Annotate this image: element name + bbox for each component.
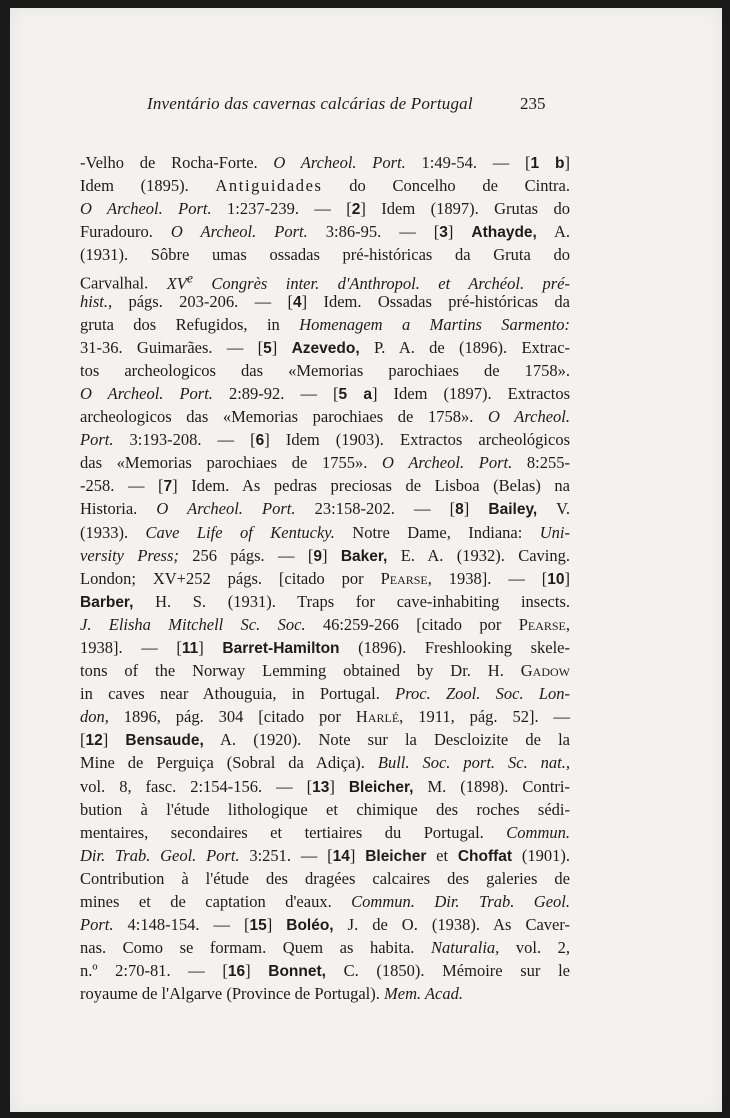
text-line: O Archeol. Port. 2:89-92. — [5 a] Idem (1897). Extractos [80,383,570,403]
text-line: archeologicos das «Memorias parochiaes de 1758». O Archeol. [80,407,570,427]
text-line: -258. — [7] Idem. As pedras preciosas de Lisboa (Belas) na [80,476,570,496]
text-line: tons of the Norway Lemming obtained by Dr. H. Gadow [80,661,570,681]
text-line: O Archeol. Port. 1:237-239. — [2] Idem (1897). Grutas do [80,199,570,219]
text-line: (1931). Sôbre umas ossadas pré-históricas da Gruta do [80,245,570,265]
text-line: Carvalhal. XVe Congrès inter. d'Anthropol. et Archéol. pré- [80,270,571,293]
text-line: Dir. Trab. Geol. Port. 3:251. — [14] Bleicher et Choffat (1901). [80,845,570,865]
text-line: hist., págs. 203-206. — [4] Idem. Ossadas pré-históricas da [80,291,570,311]
text-line: Port. 3:193-208. — [6] Idem (1903). Extractos archeológicos [80,430,571,450]
text-line: mentaires, secondaires et tertiaires du Portugal. Commun. [80,822,570,842]
text-line: n.º 2:70-81. — [16] Bonnet, C. (1850). Mémoire sur le [80,961,570,981]
text-line: gruta dos Refugidos, in Homenagem a Martins Sarmento: [80,314,570,334]
text-line: in caves near Athouguia, in Portugal. Proc. Zool. Soc. Lon- [80,684,570,704]
running-title: Inventário das cavernas calcárias de Portugal [147,94,473,113]
text-line: -Velho de Rocha-Forte. O Archeol. Port. 1:49-54. — [1 b] [80,153,570,172]
text-line: nas. Como se formam. Quem as habita. Naturalia, vol. 2, [80,938,570,958]
text-line: Historia. O Archeol. Port. 23:158-202. — [8] Bailey, V. [80,499,570,519]
text-line: das «Memorias parochiaes de 1755». O Archeol. Port. 8:255- [80,453,570,473]
text-line: mines et de captation d'eaux. Commun. Dir. Trab. Geol. [80,892,570,911]
text-line: bution à l'étude lithologique et chimique des roches sédi- [80,799,570,819]
text-line: Barber, H. S. (1931). Traps for cave-inhabiting insects. [80,591,570,611]
text-line: 31-36. Guimarães. — [5] Azevedo, P. A. de (1896). Extrac- [80,337,571,357]
text-line: versity Press; 256 págs. — [9] Baker, E. A. (1932). Caving. [80,545,570,565]
page [10,8,722,1112]
text-line: London; XV+252 págs. [citado por Pearse, 1938]. — [10] [80,568,570,588]
text-line: don, 1896, pág. 304 [citado por Harlé, 1911, pág. 52]. — [80,707,570,727]
page-header [10,94,722,118]
text-line: 1938]. — [11] Barret-Hamilton (1896). Freshlooking skele- [80,637,570,657]
text-line: J. Elisha Mitchell Sc. Soc. 46:259-266 [citado por Pearse, [80,614,571,634]
text-line: Furadouro. O Archeol. Port. 3:86-95. — [3] Athayde, A. [80,222,571,242]
text-line: royaume de l'Algarve (Province de Portugal). Mem. Acad. [80,984,463,1004]
text-line: (1933). Cave Life of Kentucky. Notre Dame, Indiana: Uni- [80,522,570,542]
text-line: tos archeologicos das «Memorias parochiaes de 1758». [80,360,570,380]
text-line: [12] Bensaude, A. (1920). Note sur la Descloizite de la [80,730,570,750]
text-line: vol. 8, fasc. 2:154-156. — [13] Bleicher, M. (1898). Contri- [80,776,570,796]
text-line: Idem (1895). Antiguidades do Concelho de Cintra. [80,176,570,196]
page-number: 235 [520,94,546,113]
bibliography-text [80,151,570,1005]
text-line: Mine de Perguiça (Sobral da Adiça). Bull. Soc. port. Sc. nat., [80,753,570,773]
text-line: Port. 4:148-154. — [15] Boléo, J. de O. (1938). As Caver- [80,915,570,935]
text-line: Contribution à l'étude des dragées calcaires des galeries de [80,868,570,888]
